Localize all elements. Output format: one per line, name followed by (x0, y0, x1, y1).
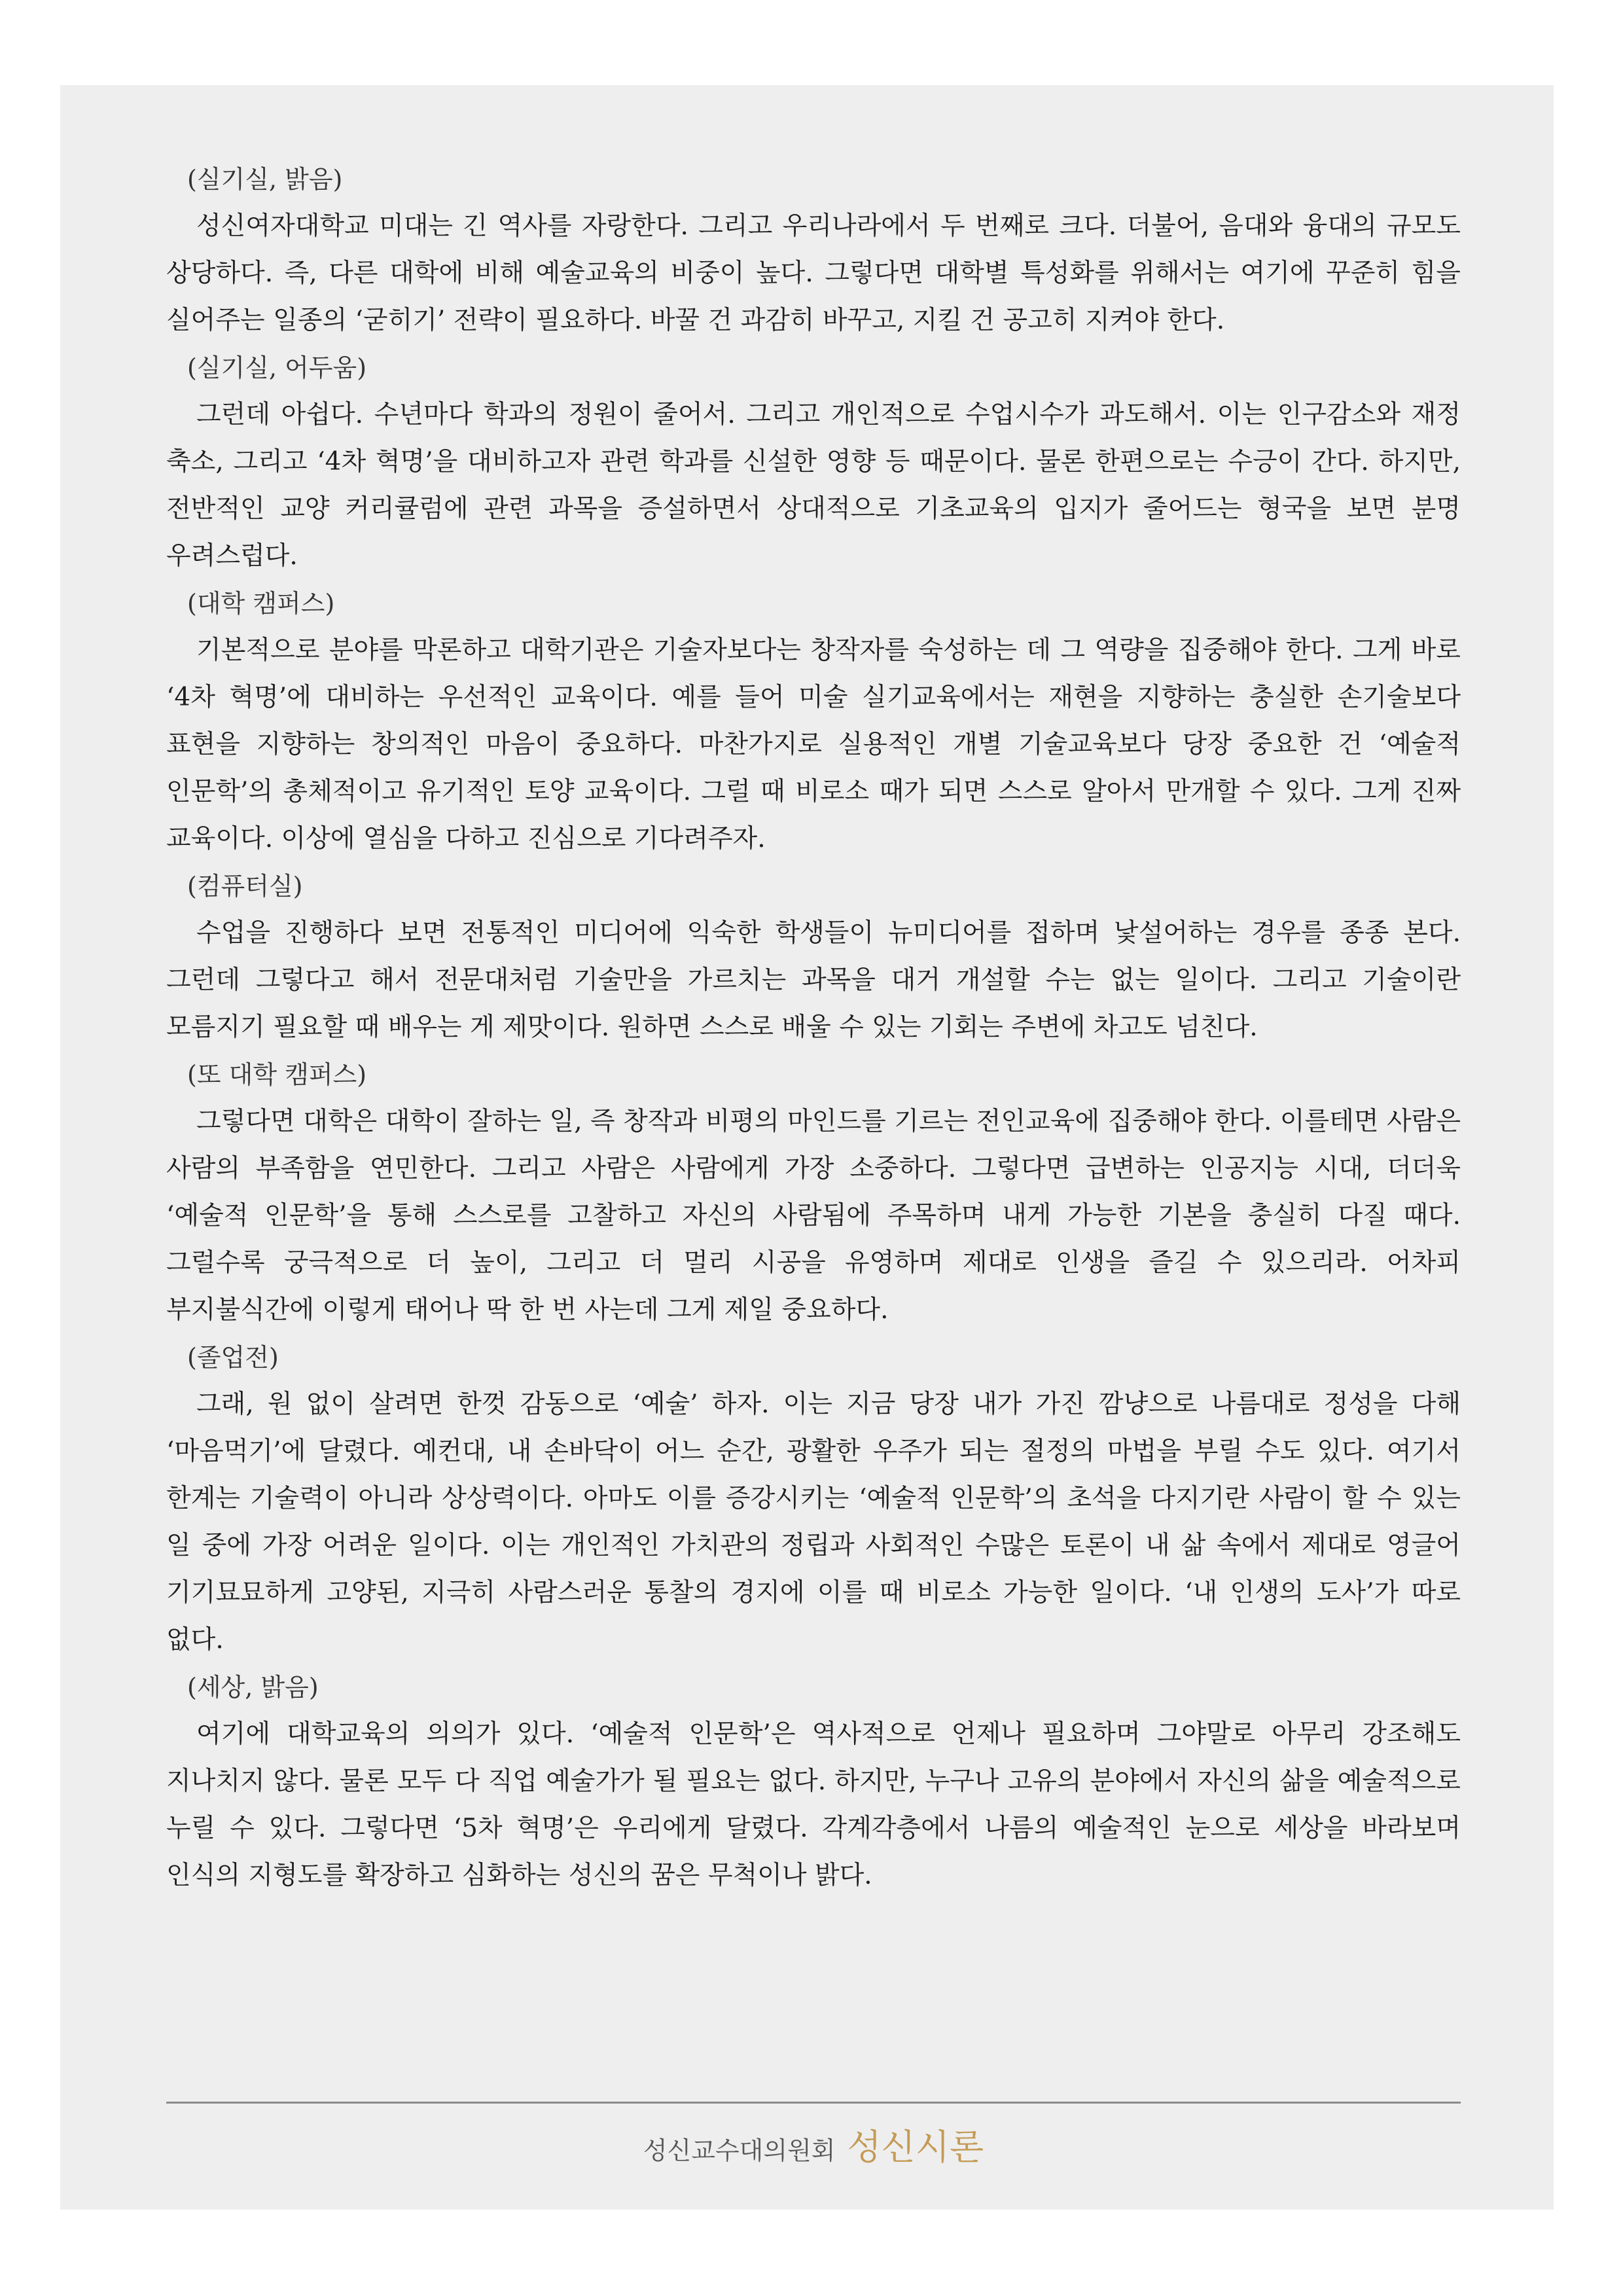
page-footer (166, 2119, 1461, 2170)
footer-publication-title: 성신시론 (847, 2126, 984, 2168)
section-6 (166, 1334, 1461, 1664)
section-1 (166, 156, 1461, 344)
section-heading: (대학 캠퍼스) (187, 589, 335, 618)
section-3 (166, 580, 1461, 863)
section-5 (166, 1051, 1461, 1334)
section-7 (166, 1664, 1461, 1899)
section-paragraph: 수업을 진행하다 보면 전통적인 미디어에 익숙한 학생들이 뉴미디어를 접하며 낯설어하는 경우를 종종 본다. 그런데 그렇다고 해서 전문대처럼 기술만을 가르치는 과목을 대거 개설할 수는 없는 일이다. 그리고 기술이란 모름지기 필요할 때 배우는 게 제맛이다. 원하면 스스로 배울 수 있는 기회는 주변에 차고도 넘친다. (166, 918, 1461, 1042)
section-heading: (실기실, 어두움) (187, 353, 367, 382)
section-4 (166, 863, 1461, 1051)
section-paragraph: 성신여자대학교 미대는 긴 역사를 자랑한다. 그리고 우리나라에서 두 번째로 크다. 더불어, 음대와 융대의 규모도 상당하다. 즉, 다른 대학에 비해 예술교육의 비중이 높다. 그렇다면 대학별 특성화를 위해서는 여기에 꾸준히 힘을 실어주는 일종의 ‘굳히기’ 전략이 필요하다. 바꿀 건 과감히 바꾸고, 지킬 건 공고히 지켜야 한다. (166, 211, 1461, 335)
section-heading: (세상, 밝음) (187, 1673, 319, 1702)
article-body (166, 156, 1461, 1899)
section-heading: (실기실, 밝음) (187, 165, 343, 194)
footer-organization: 성신교수대의원회 (643, 2136, 836, 2165)
section-heading: (컴퓨터실) (187, 872, 303, 901)
section-paragraph: 그렇다면 대학은 대학이 잘하는 일, 즉 창작과 비평의 마인드를 기르는 전인교육에 집중해야 한다. 이를테면 사람은 사람의 부족함을 연민한다. 그리고 사람은 사람에게 가장 소중하다. 그렇다면 급변하는 인공지능 시대, 더더욱 ‘예술적 인문학’을 통해 스스로를 고찰하고 자신의 사람됨에 주목하며 내게 가능한 기본을 충실히 다질 때다. 그럴수록 궁극적으로 더 높이, 그리고 더 멀리 시공을 유영하며 제대로 인생을 즐길 수 있으리라. 어차피 부지불식간에 이렇게 태어나 딱 한 번 사는데 그게 제일 중요하다. (166, 1107, 1461, 1325)
section-heading: (졸업전) (187, 1343, 279, 1372)
section-paragraph: 여기에 대학교육의 의의가 있다. ‘예술적 인문학’은 역사적으로 언제나 필요하며 그야말로 아무리 강조해도 지나치지 않다. 물론 모두 다 직업 예술가가 될 필요는 없다. 하지만, 누구나 고유의 분야에서 자신의 삶을 예술적으로 누릴 수 있다. 그렇다면 ‘5차 혁명’은 우리에게 달렸다. 각계각층에서 나름의 예술적인 눈으로 세상을 바라보며 인식의 지형도를 확장하고 심화하는 성신의 꿈은 무척이나 밝다. (166, 1719, 1461, 1890)
section-paragraph: 그래, 원 없이 살려면 한껏 감동으로 ‘예술’ 하자. 이는 지금 당장 내가 가진 깜냥으로 나름대로 정성을 다해 ‘마음먹기’에 달렸다. 예컨대, 내 손바닥이 어느 순간, 광활한 우주가 되는 절정의 마법을 부릴 수도 있다. 여기서 한계는 기술력이 아니라 상상력이다. 아마도 이를 증강시키는 ‘예술적 인문학’의 초석을 다지기란 사람이 할 수 있는 일 중에 가장 어려운 일이다. 이는 개인적인 가치관의 정립과 사회적인 수많은 토론이 내 삶 속에서 제대로 영글어 기기묘묘하게 고양된, 지극히 사람스러운 통찰의 경지에 이를 때 비로소 가능한 일이다. ‘내 인생의 도사’가 따로 없다. (166, 1390, 1461, 1655)
section-paragraph: 기본적으로 분야를 막론하고 대학기관은 기술자보다는 창작자를 숙성하는 데 그 역량을 집중해야 한다. 그게 바로 ‘4차 혁명’에 대비하는 우선적인 교육이다. 예를 들어 미술 실기교육에서는 재현을 지향하는 충실한 손기술보다 표현을 지향하는 창의적인 마음이 중요하다. 마찬가지로 실용적인 개별 기술교육보다 당장 중요한 건 ‘예술적 인문학’의 총체적이고 유기적인 토양 교육이다. 그럴 때 비로소 때가 되면 스스로 알아서 만개할 수 있다. 그게 진짜 교육이다. 이상에 열심을 다하고 진심으로 기다려주자. (166, 636, 1461, 853)
section-paragraph: 그런데 아쉽다. 수년마다 학과의 정원이 줄어서. 그리고 개인적으로 수업시수가 과도해서. 이는 인구감소와 재정 축소, 그리고 ‘4차 혁명’을 대비하고자 관련 학과를 신설한 영향 등 때문이다. 물론 한편으로는 수긍이 간다. 하지만, 전반적인 교양 커리큘럼에 관련 과목을 증설하면서 상대적으로 기초교육의 입지가 줄어드는 형국을 보면 분명 우려스럽다. (166, 400, 1461, 571)
section-2 (166, 344, 1461, 580)
footer-divider (166, 2102, 1461, 2104)
section-heading: (또 대학 캠퍼스) (187, 1060, 367, 1089)
page-sheet (60, 85, 1554, 2210)
